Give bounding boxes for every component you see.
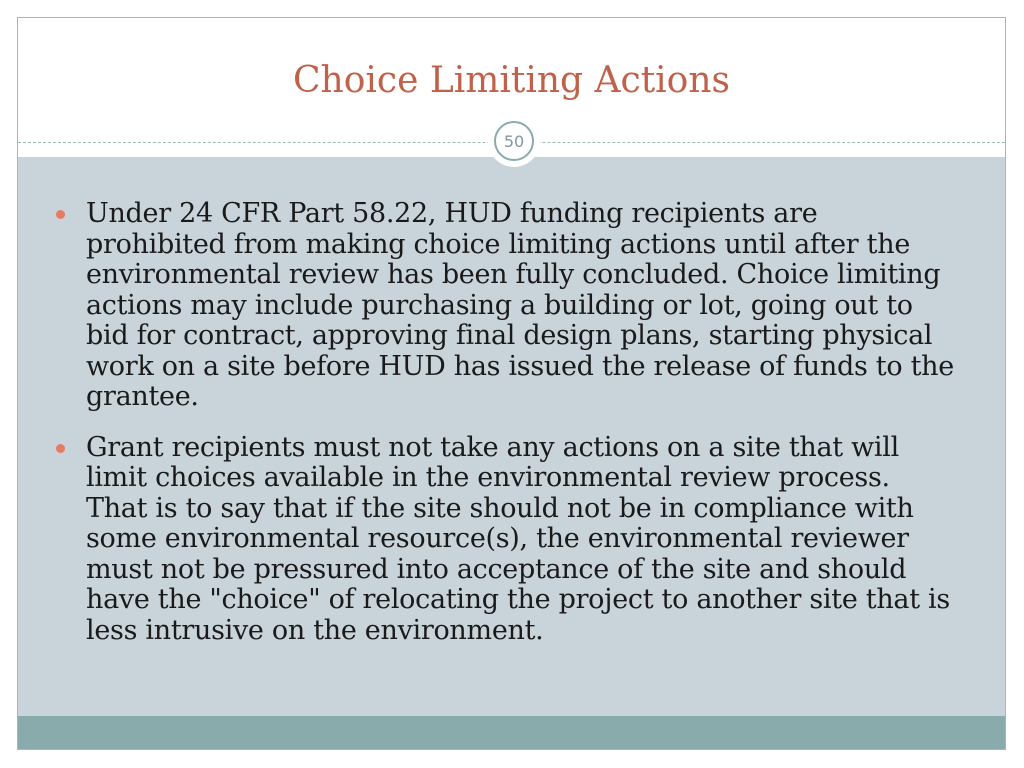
content-area bbox=[18, 157, 1005, 716]
bullet-dot-icon bbox=[56, 444, 65, 453]
bullet-text: Under 24 CFR Part 58.22, HUD funding recipients are prohibited from making choice limiting actions until after the environmental review has been fully concluded. Choice limiting actions may include purchasing a building or lot, going out to bid for contract, approving final design plans, starting physical work on a site before HUD has issued the release of funds to the grantee. bbox=[86, 198, 954, 412]
slide bbox=[17, 17, 1006, 750]
slide-title: Choice Limiting Actions bbox=[292, 60, 731, 101]
bullet-item bbox=[56, 433, 956, 647]
bullet-text: Grant recipients must not take any actions on a site that will limit choices available in the environmental review process. That is to say that if the site should not be in compliance with some environmental resource(s), the environmental reviewer must not be pressured into acceptance of the site and should have the "choice" of relocating the project to another site that is less intrusive on the environment. bbox=[86, 431, 950, 646]
bullet-list bbox=[56, 199, 956, 666]
page-number-badge bbox=[488, 115, 540, 167]
footer-band bbox=[18, 716, 1005, 750]
bullet-item bbox=[56, 199, 956, 413]
page-number: 50 bbox=[494, 121, 534, 161]
bullet-dot-icon bbox=[56, 210, 65, 219]
